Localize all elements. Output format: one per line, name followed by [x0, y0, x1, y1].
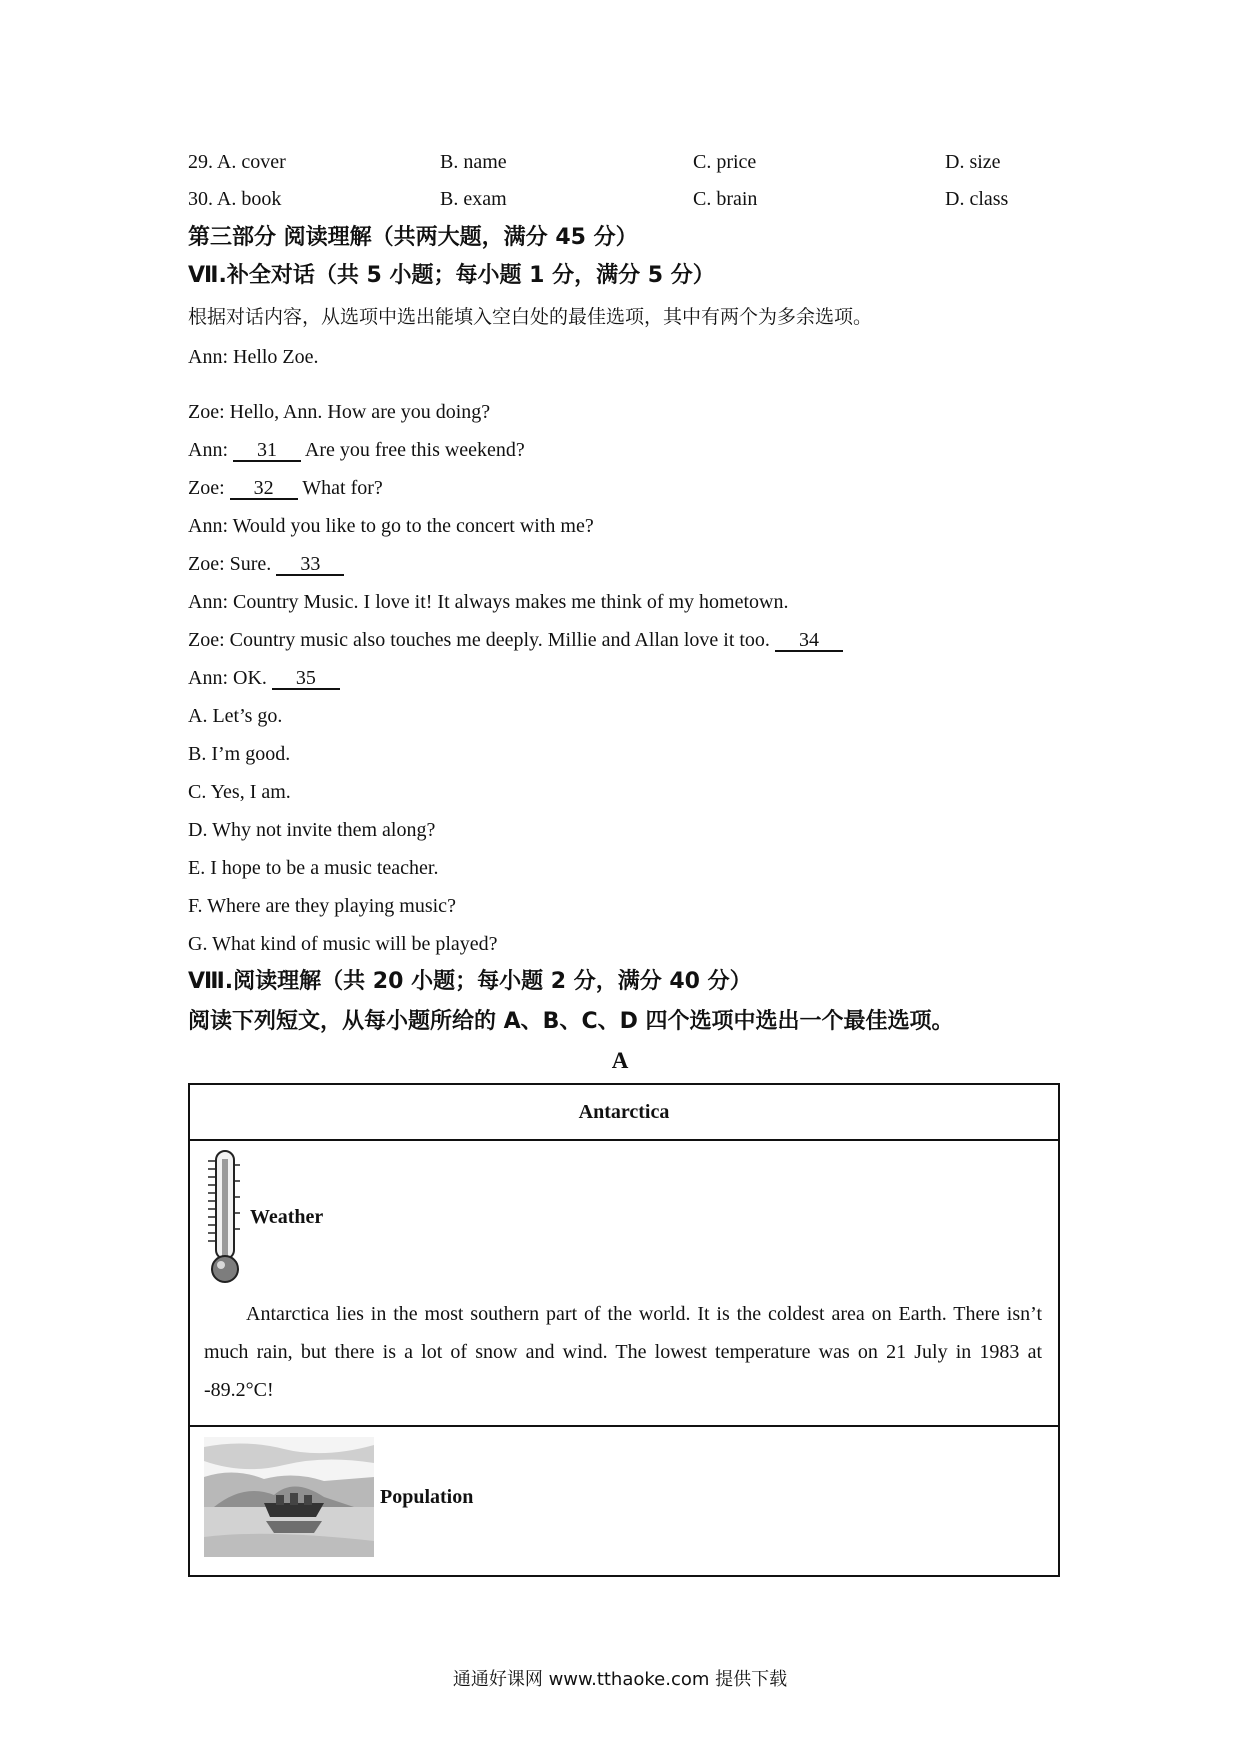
dialogue-text: Zoe: Country music also touches me deeply. Millie and Allan love it too. [188, 629, 775, 651]
option-29-a: 29. A. cover [188, 151, 286, 173]
part3-heading: 第三部分 阅读理解（共两大题，满分 45 分） [188, 225, 638, 250]
section8-heading: Ⅷ.阅读理解（共 20 小题；每小题 2 分，满分 40 分） [188, 969, 752, 994]
option-29-c: C. price [693, 151, 757, 173]
population-header [190, 1427, 1058, 1557]
option-g: G. What kind of music will be played? [188, 933, 498, 955]
dialogue-line-8 [188, 628, 843, 652]
option-30-b: B. exam [440, 188, 507, 210]
dialogue-line-3 [188, 438, 525, 462]
weather-header [190, 1141, 1058, 1287]
option-b: B. I’m good. [188, 743, 291, 765]
blank-33[interactable]: 33 [276, 554, 344, 576]
option-a: A. Let’s go. [188, 705, 283, 727]
dialogue-speaker: Ann: [188, 439, 233, 461]
weather-cell [189, 1140, 1059, 1426]
section7-heading: Ⅶ.补全对话（共 5 小题；每小题 1 分，满分 5 分） [188, 263, 715, 288]
section7-instruction: 根据对话内容，从选项中选出能填入空白处的最佳选项，其中有两个为多余选项。 [188, 306, 873, 328]
option-f: F. Where are they playing music? [188, 895, 456, 917]
option-30-d: D. class [945, 188, 1009, 210]
option-29-d: D. size [945, 151, 1001, 173]
dialogue-line-5: Ann: Would you like to go to the concert with me? [188, 515, 594, 537]
antarctica-table [188, 1083, 1060, 1577]
dialogue-line-2: Zoe: Hello, Ann. How are you doing? [188, 401, 491, 423]
blank-31[interactable]: 31 [233, 440, 301, 462]
option-30-c: C. brain [693, 188, 758, 210]
blank-35[interactable]: 35 [272, 668, 340, 690]
boat-photo [204, 1437, 374, 1557]
dialogue-speaker: Zoe: Sure. [188, 553, 277, 575]
weather-paragraph: Antarctica lies in the most southern part of the world. It is the coldest area on Earth. There isn’t much rain, but there is a lot of snow and wind. The lowest temperature was on 21 July in 1983 at -89.2°C! [204, 1303, 1042, 1401]
blank-32[interactable]: 32 [230, 478, 298, 500]
weather-label: Weather [250, 1205, 324, 1228]
option-29-b: B. name [440, 151, 507, 173]
dialogue-line-4 [188, 476, 383, 500]
dialogue-text: What for? [297, 477, 383, 499]
option-30-a: 30. A. book [188, 188, 282, 210]
page-footer: 通通好课网 www.tthaoke.com 提供下载 [452, 1669, 788, 1690]
passage-letter: A [611, 1048, 629, 1073]
population-cell [189, 1426, 1059, 1576]
section8-instruction: 阅读下列短文，从每小题所给的 A、B、C、D 四个选项中选出一个最佳选项。 [188, 1009, 954, 1034]
population-label: Population [380, 1485, 474, 1508]
option-e: E. I hope to be a music teacher. [188, 857, 439, 879]
dialogue-line-1: Ann: Hello Zoe. [188, 346, 319, 368]
dialogue-line-9 [188, 666, 340, 690]
dialogue-speaker: Ann: OK. [188, 667, 272, 689]
option-c: C. Yes, I am. [188, 781, 291, 803]
dialogue-line-7: Ann: Country Music. I love it! It always makes me think of my hometown. [188, 591, 789, 613]
blank-34[interactable]: 34 [775, 630, 843, 652]
dialogue-text: Are you free this weekend? [301, 439, 525, 461]
dialogue-line-6 [188, 552, 344, 576]
table-title: Antarctica [189, 1084, 1059, 1140]
thermometer-icon [204, 1147, 244, 1287]
option-d: D. Why not invite them along? [188, 819, 436, 841]
dialogue-speaker: Zoe: [188, 477, 230, 499]
